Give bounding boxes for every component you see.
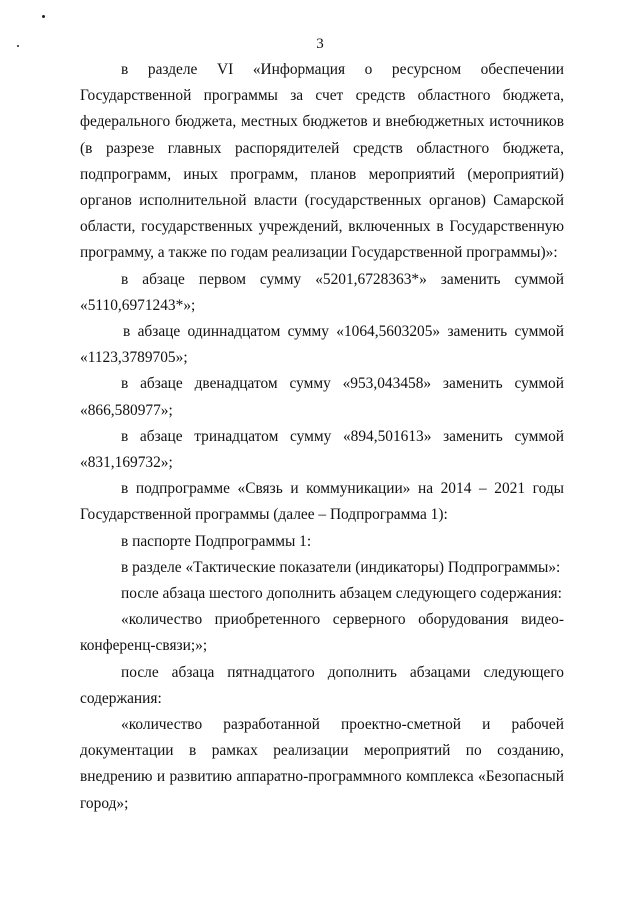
paragraph: в подпрограмме «Связь и коммуникации» на 2014 – 2021 годы Государственной программы (далее – Подпрограмма 1):	[80, 480, 564, 524]
paragraph: в разделе VI «Информация о ресурсном обеспечении Государственной программы за счет средств областного бюджета, федерального бюджета, местных бюджетов и внебюджетных источников (в разрезе главных распорядителей средств областного бюджета, подпрограмм, иных программ, планов мероприятий (мероприятий) органов исполнительной власти (государственных органов) Самарской области, государственных учреждений, включенных в Государственную программу, а также по годам реализации Государственной программы)»:	[80, 61, 564, 262]
paragraph: в абзаце тринадцатом сумму «894,501613» заменить суммой «831,169732»;	[80, 427, 564, 472]
paragraph: в паспорте Подпрограммы 1:	[121, 532, 312, 550]
paragraph: в абзаце двенадцатом сумму «953,043458» заменить суммой «866,580977»;	[80, 375, 564, 419]
paragraph: в абзаце одиннадцатом сумму «1064,5603205» заменить суммой «1123,3789705»;	[80, 323, 564, 367]
paragraph: в разделе «Тактические показатели (индикаторы) Подпрограммы»:	[121, 558, 561, 576]
paragraph: «количество приобретенного серверного оборудования видео-конференц-связи;»;	[80, 611, 564, 655]
paragraph: в абзаце первом сумму «5201,6728363*» заменить суммой «5110,6971243*»;	[80, 270, 564, 314]
document-body	[80, 57, 564, 817]
page-number: 3	[316, 36, 324, 52]
paragraph: «количество разработанной проектно-сметной и рабочей документации в рамках реализации мероприятий по созданию, внедрению и развитию аппаратно-программного комплекса «Безопасный город»;	[80, 716, 564, 812]
paragraph: после абзаца пятнадцатого дополнить абзацами следующего содержания:	[80, 663, 564, 707]
paragraph: после абзаца шестого дополнить абзацем следующего содержания:	[121, 585, 562, 603]
scan-speck	[42, 15, 45, 18]
